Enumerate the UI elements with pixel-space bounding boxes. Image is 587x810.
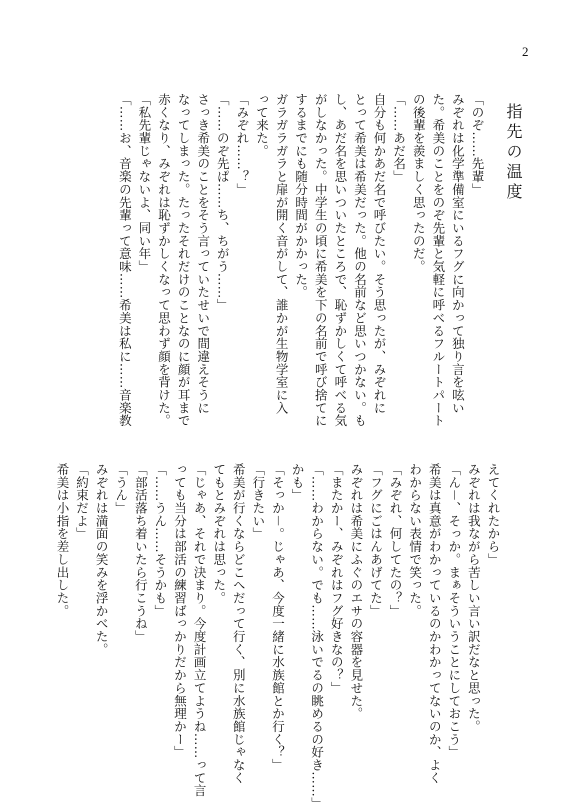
text-line: がしなかった。中学生の頃に希美を下の名前で呼び捨てに — [313, 93, 329, 428]
text-line: 「……あだ名」 — [391, 93, 407, 183]
text-line: 「じゃあ、それで決まり。今度計画立てようね……って言 — [192, 463, 208, 798]
text-line: 「行きたい」 — [250, 463, 266, 541]
text-line: するまでにも随分時間がかかった。 — [293, 93, 309, 299]
text-line: の後輩を羨ましく思ったのだ。 — [411, 93, 427, 273]
text-line: 「そっか－。じゃあ、今度一緒に水族館とか行く？」 — [270, 463, 286, 772]
text-line: 「ん－、そっか。まぁそういうことにしておこう」 — [446, 463, 462, 759]
text-line: みぞれは化学準備室にいるフグに向かって独り言を呟い — [450, 93, 466, 415]
text-line: みぞれは希美にふぐのエサの容器を見せた。 — [348, 463, 364, 720]
text-line: 希美は真意がわかっているのかわかってないのか、よく — [427, 463, 443, 785]
page-number: 2 — [522, 44, 529, 59]
text-line: かも」 — [290, 463, 306, 502]
text-line: っても当分は部活の練習ばっかりだから無理かー」 — [172, 463, 188, 759]
text-line: 「……うん……そうかも」 — [152, 463, 168, 618]
text-line: 「部活落ち着いたら行こうね」 — [133, 463, 149, 643]
text-line: 希美は小指を差し出した。 — [54, 463, 70, 618]
text-line: 「みぞれ、何してたの？」 — [388, 463, 404, 618]
text-line: た。希美のことをのぞ先輩と気軽に呼べるフルートパート — [430, 93, 446, 428]
text-line: 「約束だよ」 — [74, 463, 90, 541]
text-line: 「またかー、みぞれはフグ好きなの？」 — [329, 463, 345, 695]
text-line: 「私先輩じゃないよ、同い年」 — [136, 93, 152, 273]
text-line: 「……のぞ先ぱ……ち、ちがう……」 — [215, 93, 231, 312]
text-line: わからない表情で笑った。 — [407, 463, 423, 618]
text-line: 希美が行くならどこへだって行く、別に水族館じゃなく — [231, 463, 247, 785]
text-line: 赤くなり、みぞれは恥ずかしくなって思わず顔を背けた。 — [156, 93, 172, 428]
text-line: みぞれは満面の笑みを浮かべた。 — [94, 463, 110, 656]
text-line: 「うん」 — [113, 463, 129, 515]
lower-text-block — [52, 463, 503, 810]
text-line: 自分も何かあだ名で呼びたい。そう思ったが、みぞれに — [372, 93, 388, 415]
text-line: 「……お、音楽の先輩って意味……希美は私に……音楽教 — [117, 93, 133, 428]
text-line: みぞれは我ながら苦しい言い訳だなと思った。 — [466, 463, 482, 733]
text-line: 「のぞ……先輩」 — [470, 93, 485, 196]
text-line: 「フグにごはんあげてた」 — [368, 463, 384, 618]
text-line: てもとみぞれは思った。 — [211, 463, 227, 605]
upper-text-block — [115, 93, 487, 428]
text-line: ガラガラガラと扉が開く音がして、誰かが生物学室に入 — [274, 93, 290, 415]
text-line: とって希美は希美だった。他の名前など思いつかない。も — [352, 93, 368, 428]
chapter-title: 指先の温度 — [504, 103, 523, 203]
text-line: 「みぞれ……？」 — [234, 93, 250, 196]
text-line: さっき希美のことをそう言っていたせいで間違えそうに — [195, 93, 211, 415]
text-line: えてくれたから」 — [486, 463, 501, 566]
text-line: 「……わからない。でも……泳いでるの眺めるの好き……」 — [309, 463, 325, 810]
text-line: なってしまった。たったそれだけのことなのに顔が耳まで — [176, 93, 192, 428]
text-line: し、あだ名を思いついたところで、恥ずかしくて呼べる気 — [332, 93, 348, 428]
text-line: って来た。 — [254, 93, 270, 158]
